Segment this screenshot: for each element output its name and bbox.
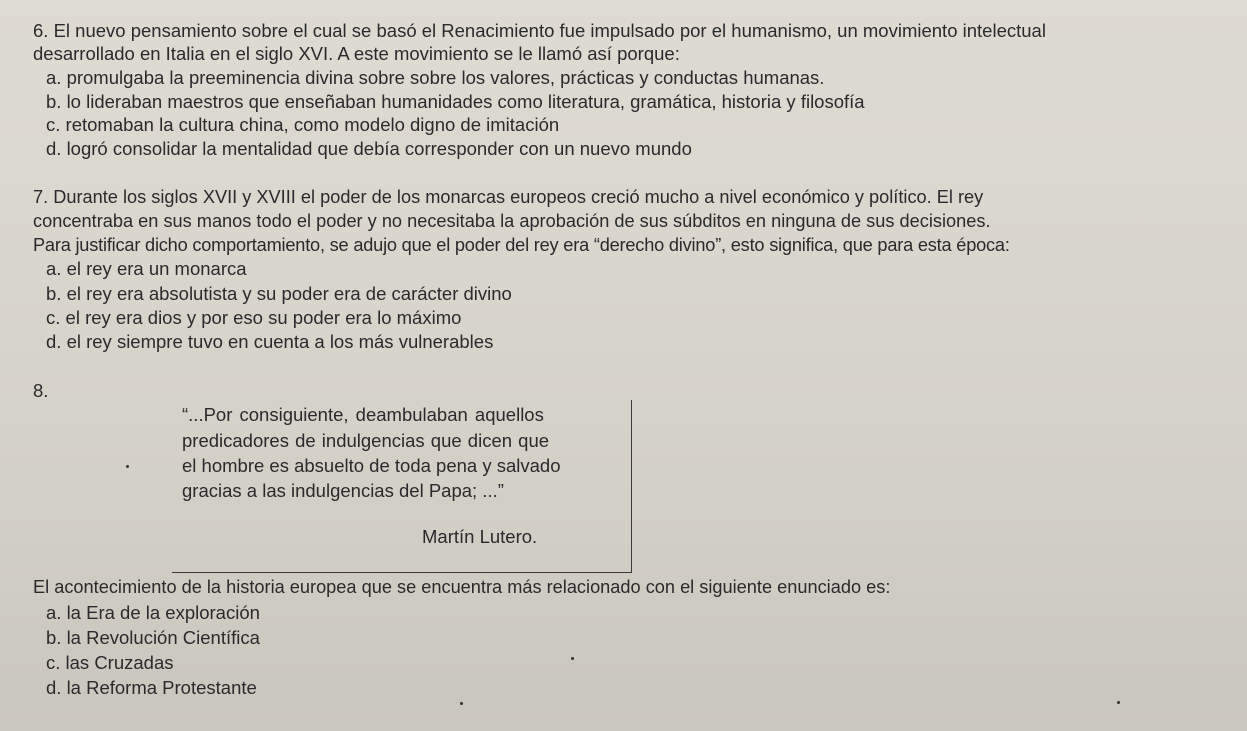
q7-option-d: d. el rey siempre tuvo en cuenta a los más vulnerables: [46, 331, 494, 352]
q6-stem-line-1: 6. El nuevo pensamiento sobre el cual se basó el Renacimiento fue impulsado por el humanismo, un movimiento intelectual: [33, 20, 1046, 41]
q8-option-a: a. la Era de la exploración: [46, 602, 260, 623]
q6-option-d: d. logró consolidar la mentalidad que debía corresponder con un nuevo mundo: [46, 138, 692, 159]
q8-prompt: El acontecimiento de la historia europea que se encuentra más relacionado con el siguiente enunciado es:: [33, 577, 891, 597]
q8-option-c: c. las Cruzadas: [46, 652, 174, 673]
paper-speck: [571, 657, 574, 660]
q7-option-c: c. el rey era dios y por eso su poder era lo máximo: [46, 307, 462, 328]
q8-quote-author: Martín Lutero.: [422, 526, 538, 547]
paper-speck: [126, 465, 129, 468]
q8-quote-line-2: predicadores de indulgencias que dicen que: [182, 430, 550, 451]
q8-quote-line-4: gracias a las indulgencias del Papa; ...”: [182, 480, 504, 501]
q7-stem-line-1: 7. Durante los siglos XVII y XVIII el poder de los monarcas europeos creció mucho a nivel económico y político. El rey: [33, 187, 984, 207]
q7-option-b: b. el rey era absolutista y su poder era de carácter divino: [46, 283, 512, 304]
q6-option-a: a. promulgaba la preeminencia divina sobre sobre los valores, prácticas y conductas humanas.: [46, 67, 825, 88]
q8-option-d: d. la Reforma Protestante: [46, 677, 257, 698]
q8-quote-line-3: el hombre es absuelto de toda pena y salvado: [182, 455, 561, 476]
q8-quote-line-1: “...Por consiguiente, deambulaban aquellos: [182, 404, 544, 425]
q6-option-c: c. retomaban la cultura china, como modelo digno de imitación: [46, 114, 560, 135]
paper-speck: [1117, 701, 1120, 704]
q6-stem-line-2: desarrollado en Italia en el siglo XVI. A este movimiento se le llamó así porque:: [33, 43, 680, 64]
q8-option-b: b. la Revolución Científica: [46, 627, 260, 648]
q7-option-a: a. el rey era un monarca: [46, 258, 247, 279]
q8-number: 8.: [33, 380, 49, 401]
q8-quote-box: [172, 400, 632, 573]
q6-option-b: b. lo lideraban maestros que enseñaban humanidades como literatura, gramática, historia y filosofía: [46, 91, 865, 112]
q7-stem-line-2: concentraba en sus manos todo el poder y no necesitaba la aprobación de sus súbditos en ninguna de sus decisiones.: [33, 211, 991, 231]
paper-speck: [460, 702, 463, 705]
q7-stem-line-3: Para justificar dicho comportamiento, se adujo que el poder del rey era “derecho divino”, esto significa, que para esta época:: [33, 235, 1010, 255]
